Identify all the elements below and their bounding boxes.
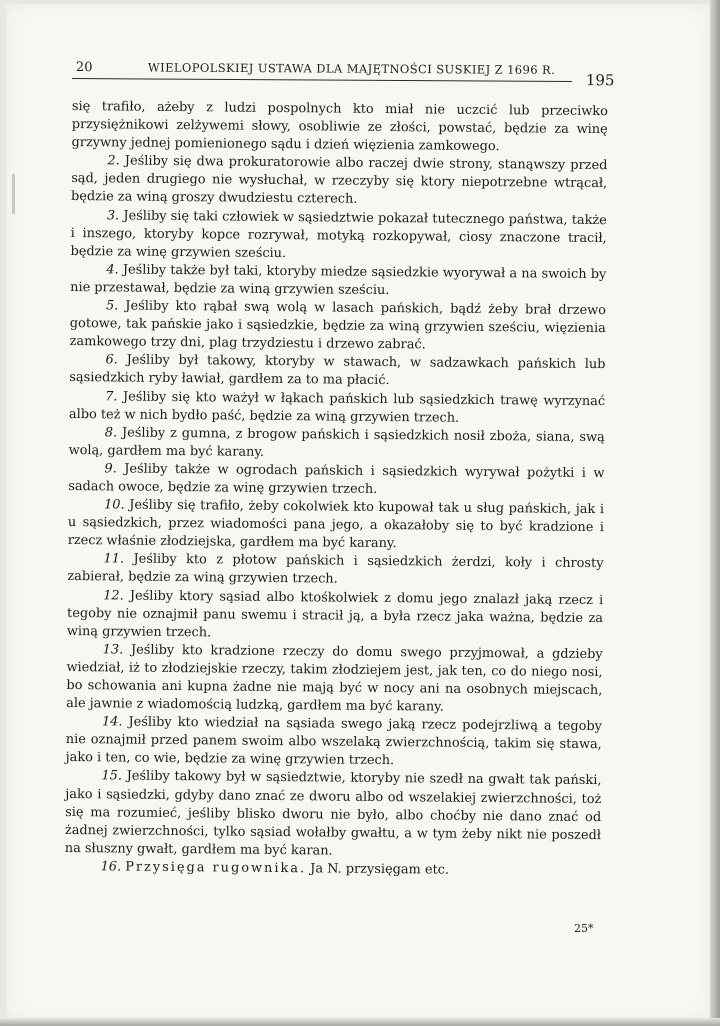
paragraph xyxy=(70,261,606,302)
paragraph xyxy=(69,351,605,392)
paragraph-text: Ja N. przysięgam etc. xyxy=(310,861,450,878)
page-sheet xyxy=(6,4,714,1020)
paragraph-text: Jeśliby kto kradzione rzeczy do domu swego przyjmował, a gdzieby wiedział, iż to złodziejskie rzeczy, takim złodziejem jest, jak ten, co do niego nosi, bo schowania ani kupna żadne nie mają być w nocy ani na osobnych miejscach, ale jawnie z wiadomością ludzką, gardłem ma być karany. xyxy=(66,642,603,715)
printer-signature-mark: 25* xyxy=(574,922,594,935)
page-bottom-shadow xyxy=(0,1018,720,1026)
paragraph-number: 2. xyxy=(107,153,120,169)
paragraph-text: Jeśliby był takowy, ktoryby w stawach, w sadzawkach pańskich lub sąsiedzkich ryby ławiał, gardłem za to ma płacić. xyxy=(69,352,606,389)
paragraph xyxy=(71,152,607,211)
paragraph-text: Jeśliby się trafiło, żeby cokolwiek kto kupował tak u sług pańskich, jak i u sąsiedzkich, przez wiadomości pana jego, a okazałoby się to być kradzione i rzecz właśnie złodziejska, gardłem ma być karany. xyxy=(67,497,605,552)
paragraph xyxy=(69,424,605,465)
header-rule xyxy=(72,78,572,82)
paragraph-number: 6. xyxy=(105,352,118,368)
paragraph-text: Jeśliby się taki człowiek w sąsiedztwie pokazał tutecznego państwa, także i inszego, ktoryby kopce rozrywał, motyką rozkopywał, ciosy znaczone tracił, będzie za winę grzywien sześciu. xyxy=(70,208,607,261)
paragraph xyxy=(67,587,603,646)
paragraph xyxy=(66,641,603,719)
paragraph-number: 12. xyxy=(103,587,124,604)
paragraph xyxy=(70,207,606,266)
paragraph-number: 15. xyxy=(101,768,123,784)
paragraph xyxy=(69,387,605,428)
paragraph-text: Jeśliby kto wiedział na sąsiada swego jaką rzecz podejrzliwą a tegoby nie oznajmił przed panem swoim albo wszelaką zwierzchnością, takim się stawa, jako i ten, co wie, będzie za winę grzywien trzech. xyxy=(65,714,603,769)
paragraph-number: 8. xyxy=(104,425,118,441)
paragraph xyxy=(66,713,602,772)
paragraph-text: Jeśliby ktory sąsiad albo ktośkolwiek z domu jego znalazł jaką rzecz i tegoby nie oznajmił panu swemu i stracił ją, a była rzecz jaka ważna, będzie za winą grzywien trzech. xyxy=(66,588,604,641)
running-header xyxy=(72,58,616,91)
paragraph-text: Jeśliby także w ogrodach pańskich i sąsiedzkich wyrywał pożytki i w sadach owoce, będzie za winę grzywien trzech. xyxy=(68,461,605,497)
paragraph-text: Jeśliby kto rąbał swą wolą w lasach pańskich, bądź żeby brał drzewo gotowe, tak pańskie jako i sąsiedzkie, będzie za winą grzywien sześciu, więzienia zamkowego trzy dni, plag trzydziestu i drzewo zabrać. xyxy=(69,298,607,353)
paragraph-number: 7. xyxy=(105,388,118,404)
paragraph-text: Jeśliby także był taki, ktoryby miedze sąsiedzkie wyorywał a na swoich by nie przestawał, będzie za winą grzywien sześciu. xyxy=(70,262,607,298)
paragraph xyxy=(68,460,604,501)
paragraph-number: 14. xyxy=(101,714,123,730)
paragraph-number: 3. xyxy=(106,207,120,224)
paragraph-text: Jeśliby takowy był w sąsiedztwie, ktoryby nie szedł na gwałt tak pański, jako i sąsiedzki, gdyby dano znać ze dworu albo od wszelakiej zwierzchności, toż się ma rozumieć, jeśliby blisko dworu nie było, albo choćby nie dano znać od żadnej zwierzchności, tylko sąsiad wołałby gwałtu, a w tym żeby nikt nie poszedł na słuszny gwałt, gardłem ma być karan. xyxy=(64,769,602,859)
paper-blemish xyxy=(12,174,15,214)
paragraph-number: 5. xyxy=(105,298,119,314)
paragraph-number: 13. xyxy=(102,642,124,658)
oath-title: Przysięga rugownika. xyxy=(125,859,307,877)
paragraph-number: 9. xyxy=(104,461,117,477)
paragraph xyxy=(67,550,603,591)
paragraph-text: Jeśliby z gumna, z brogow pańskich i sąsiedzkich nosił zboża, siana, swą wolą, gardłem ma być karany. xyxy=(68,425,605,460)
page-edge-shadow xyxy=(710,0,720,1026)
paragraph-text: się trafiło, ażeby z ludzi pospolnych kto miał nie uczcić lub przeciwko przysiężnikowi zelżywemi słowy, osobliwie ze złości, powstać, będzie za winę grzywny jednej pomienionego sądu i dzień więzienia zamkowego. xyxy=(71,98,608,155)
paragraph-number: 16. xyxy=(100,859,122,875)
paragraph-text: Jeśliby się dwa prokuratorowie albo raczej dwie strony, stanąwszy przed sąd, jeden drugiego nie wysłuchał, w rzeczyby się ktory niepotrzebne wtrącał, będzie za winą groszy dwudziestu czterech. xyxy=(70,153,608,208)
paragraph-text: Jeśliby kto z płotow pańskich i sąsiedzkich żerdzi, koły i chrosty zabierał, będzie za winą grzywien trzech. xyxy=(67,551,604,588)
paragraph xyxy=(68,496,604,555)
original-page-number: 20 xyxy=(75,60,93,76)
running-title: WIELOPOLSKIEJ USTAWA DLA MAJĘTNOŚCI SUSKIEJ Z 1696 R. xyxy=(147,60,556,77)
body-text xyxy=(65,98,608,881)
paragraph xyxy=(65,767,602,863)
paragraph-number: 4. xyxy=(106,262,119,278)
paragraph xyxy=(71,98,607,157)
paragraph-text: Jeśliby się kto ważył w łąkach pańskich lub sąsiedzkich trawę wyrzynać albo też w nich bydło paść, będzie za winą grzywien trzech. xyxy=(68,389,606,426)
paragraph xyxy=(70,297,606,356)
paragraph-number: 11. xyxy=(103,551,125,567)
paragraph xyxy=(65,858,601,881)
page-number: 195 xyxy=(585,71,615,90)
paragraph-number: 10. xyxy=(104,497,125,513)
